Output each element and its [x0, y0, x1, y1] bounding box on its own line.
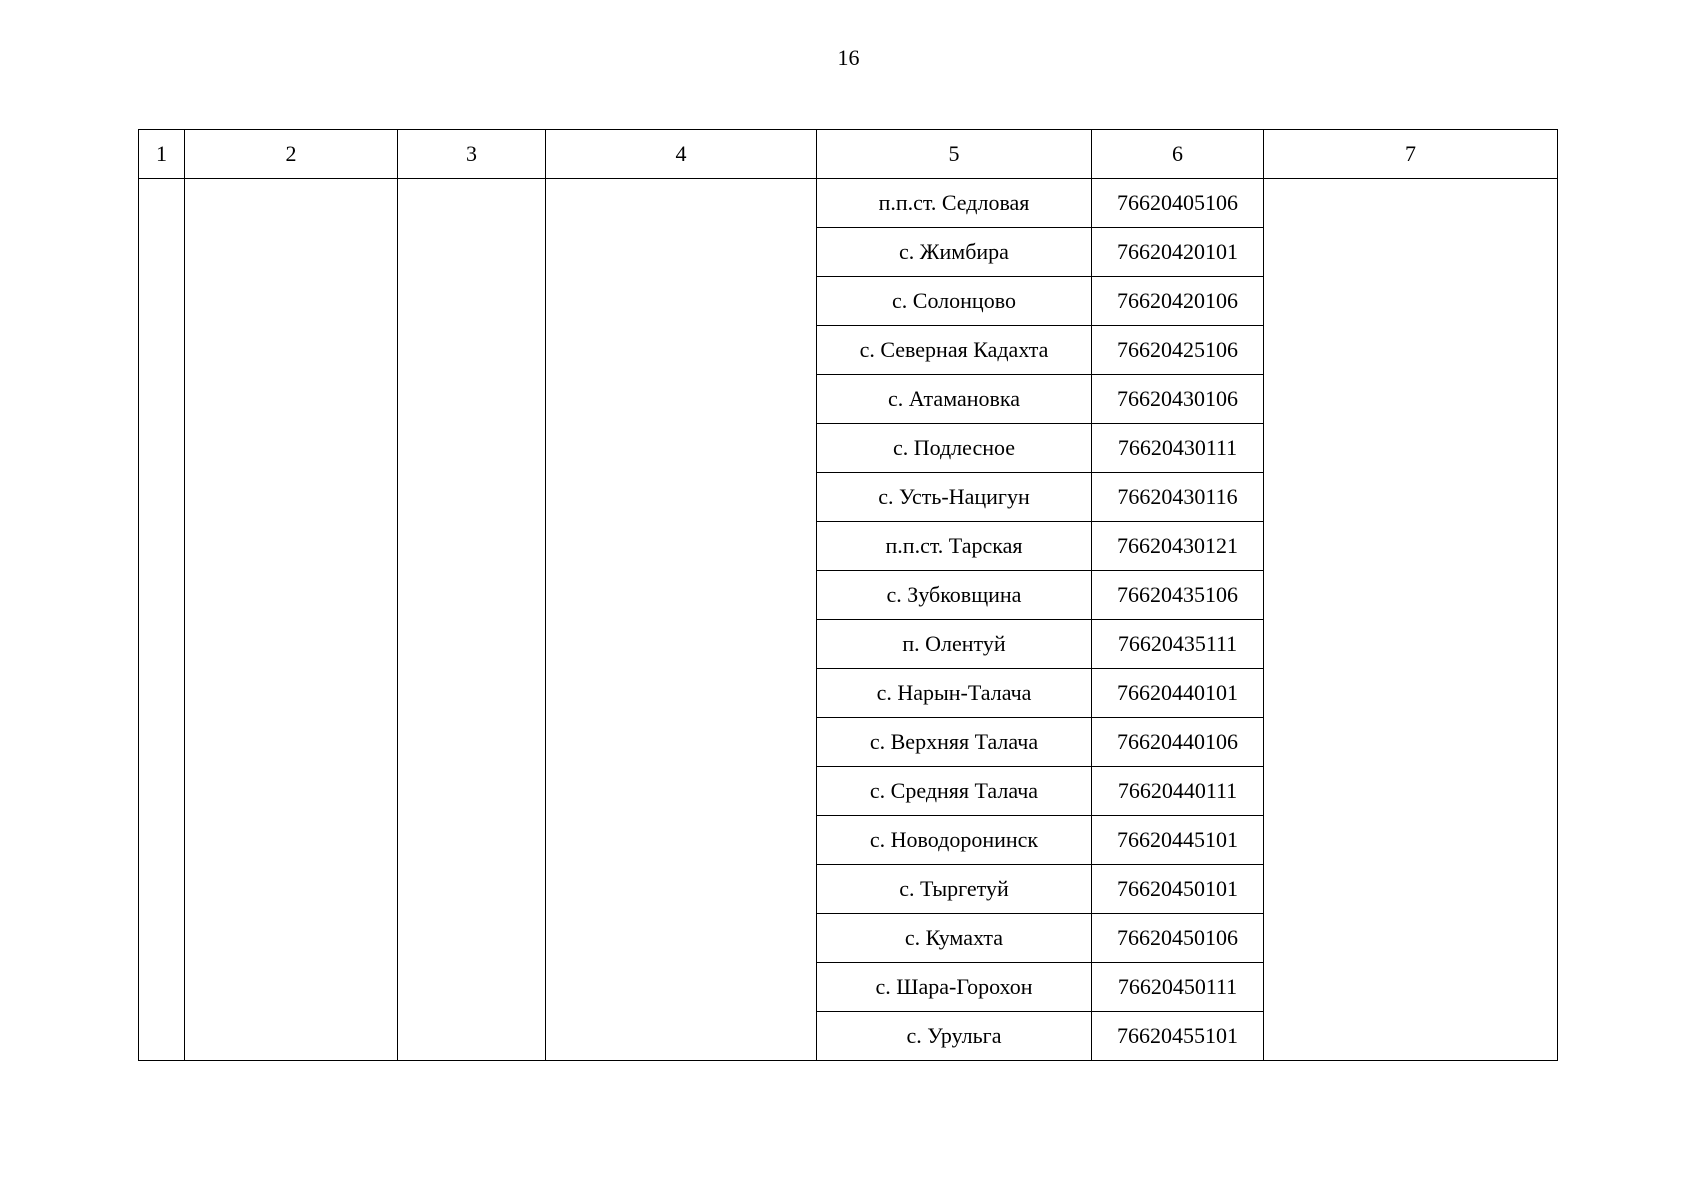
- oktmo-code-cell: 76620420106: [1092, 277, 1264, 326]
- header-row: [139, 130, 1558, 179]
- merged-empty-cell-col-4: [546, 179, 817, 1061]
- settlement-name-cell: с. Шара-Горохон: [817, 963, 1092, 1012]
- settlement-name-cell: п.п.ст. Тарская: [817, 522, 1092, 571]
- oktmo-code-cell: 76620455101: [1092, 1012, 1264, 1061]
- oktmo-code-cell: 76620420101: [1092, 228, 1264, 277]
- settlement-name-cell: с. Жимбира: [817, 228, 1092, 277]
- merged-empty-cell-col-1: [139, 179, 185, 1061]
- settlement-name-cell: с. Новодоронинск: [817, 816, 1092, 865]
- table-body: [139, 179, 1558, 1061]
- settlement-name-cell: п. Олентуй: [817, 620, 1092, 669]
- column-header-7: 7: [1264, 130, 1558, 179]
- settlement-name-cell: с. Тыргетуй: [817, 865, 1092, 914]
- oktmo-code-cell: 76620430116: [1092, 473, 1264, 522]
- table-row: [139, 179, 1558, 228]
- settlement-name-cell: с. Усть-Нацигун: [817, 473, 1092, 522]
- oktmo-code-cell: 76620440111: [1092, 767, 1264, 816]
- column-header-6: 6: [1092, 130, 1264, 179]
- column-header-3: 3: [398, 130, 546, 179]
- oktmo-code-cell: 76620430121: [1092, 522, 1264, 571]
- settlement-name-cell: с. Нарын-Талача: [817, 669, 1092, 718]
- settlement-name-cell: с. Атамановка: [817, 375, 1092, 424]
- settlement-name-cell: с. Средняя Талача: [817, 767, 1092, 816]
- column-header-4: 4: [546, 130, 817, 179]
- settlement-name-cell: с. Северная Кадахта: [817, 326, 1092, 375]
- settlements-table: [138, 129, 1558, 1061]
- settlement-name-cell: с. Зубковщина: [817, 571, 1092, 620]
- page-number: 16: [837, 45, 860, 70]
- oktmo-code-cell: 76620430111: [1092, 424, 1264, 473]
- settlement-name-cell: с. Подлесное: [817, 424, 1092, 473]
- oktmo-code-cell: 76620450106: [1092, 914, 1264, 963]
- settlement-name-cell: с. Кумахта: [817, 914, 1092, 963]
- column-header-5: 5: [817, 130, 1092, 179]
- merged-empty-cell-col-7: [1264, 179, 1558, 1061]
- oktmo-code-cell: 76620450101: [1092, 865, 1264, 914]
- settlement-name-cell: с. Урульга: [817, 1012, 1092, 1061]
- oktmo-code-cell: 76620450111: [1092, 963, 1264, 1012]
- oktmo-code-cell: 76620435111: [1092, 620, 1264, 669]
- settlement-name-cell: с. Солонцово: [817, 277, 1092, 326]
- oktmo-code-cell: 76620440106: [1092, 718, 1264, 767]
- oktmo-code-cell: 76620405106: [1092, 179, 1264, 228]
- column-header-1: 1: [139, 130, 185, 179]
- merged-empty-cell-col-3: [398, 179, 546, 1061]
- settlement-name-cell: п.п.ст. Седловая: [817, 179, 1092, 228]
- oktmo-code-cell: 76620445101: [1092, 816, 1264, 865]
- settlement-name-cell: с. Верхняя Талача: [817, 718, 1092, 767]
- column-header-2: 2: [185, 130, 398, 179]
- oktmo-code-cell: 76620440101: [1092, 669, 1264, 718]
- oktmo-code-cell: 76620430106: [1092, 375, 1264, 424]
- oktmo-code-cell: 76620425106: [1092, 326, 1264, 375]
- oktmo-code-cell: 76620435106: [1092, 571, 1264, 620]
- merged-empty-cell-col-2: [185, 179, 398, 1061]
